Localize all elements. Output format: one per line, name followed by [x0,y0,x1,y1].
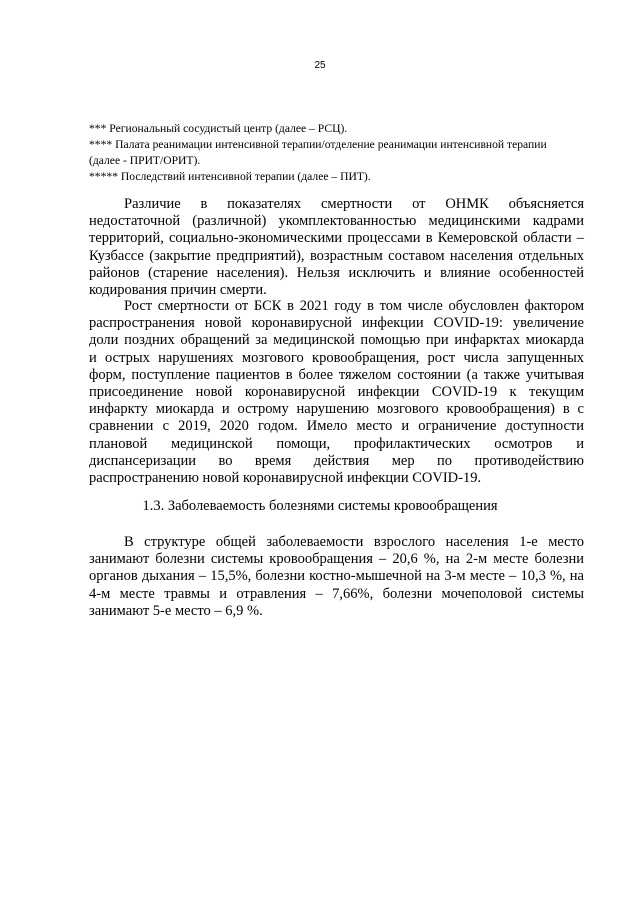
paragraph-line: занимают болезни системы кровообращения – 20,6 %, на 2-м месте болезни [89,551,584,568]
paragraph-line: Различие в показателях смертности от ОНМК объясняется [124,196,584,212]
paragraph-morbidity-structure [89,534,584,620]
paragraph-line: распространения новой коронавирусной инфекции COVID-19: увеличение [89,315,584,332]
paragraph-mortality-differences [89,196,584,299]
paragraph-line: недостаточной (различной) укомплектованностью медицинскими кадрами [89,213,584,230]
paragraph-line: форм, поступление пациентов в более тяжелом состоянии (а также учитывая [89,366,584,383]
paragraph-line: Кузбассе (закрытие предприятий), возрастным составом населения отдельных [89,247,584,264]
paragraph-line: занимают 5-е место – 6,9 %. [89,602,263,619]
paragraph-line: диспансеризации во время действия мер по противодействию [89,452,584,469]
paragraph-line: кодирования причин смерти. [89,282,267,299]
paragraph-line: присоединение новой коронавирусной инфекции COVID-19 к текущим [89,384,584,401]
paragraph-line: территорий, социально-экономическими процессами в Кемеровской области – [89,230,584,247]
paragraph-line: плановой медицинской помощи, профилактических осмотров и [89,435,584,452]
footnote-prit-orit: **** Палата реанимации интенсивной терапии/отделение реанимации интенсивной терапии [89,138,547,151]
paragraph-line: доли поздних обращений за медицинской помощью при инфарктах миокарда [89,332,584,349]
page-number: 25 [314,60,326,71]
paragraph-line: сравнении с 2019, 2020 годом. Имело место и ограничение доступности [89,418,584,435]
footnote-pit: ***** Последствий интенсивной терапии (далее – ПИТ). [89,170,371,183]
paragraph-line: Рост смертности от БСК в 2021 году в том числе обусловлен фактором [124,298,584,314]
paragraph-line: районов (старение населения). Нельзя исключить и влияние особенностей [89,264,584,281]
paragraph-line: инфаркту миокарда и острому нарушению мозгового кровообращения) в с [89,401,584,418]
paragraph-bsk-mortality-growth [89,298,584,487]
footnote-rsc: *** Региональный сосудистый центр (далее – РСЦ). [89,122,348,135]
paragraph-line: 4-м месте травмы и отравления – 7,66%, болезни мочеполовой системы [89,585,584,602]
section-heading: 1.3. Заболеваемость болезнями системы кровообращения [142,498,498,514]
paragraph-line: органов дыхания – 15,5%, болезни костно-мышечной на 3-м месте – 10,3 %, на [89,568,584,585]
footnotes [89,121,584,185]
footnote-prit-orit-continued: (далее - ПРИТ/ОРИТ). [89,154,201,167]
paragraph-line: распространению новой коронавирусной инфекции COVID-19. [89,470,482,487]
paragraph-line: В структуре общей заболеваемости взрослого населения 1-е место [124,534,584,550]
paragraph-line: и острых нарушениях мозгового кровообращения, рост числа запущенных [89,349,584,366]
